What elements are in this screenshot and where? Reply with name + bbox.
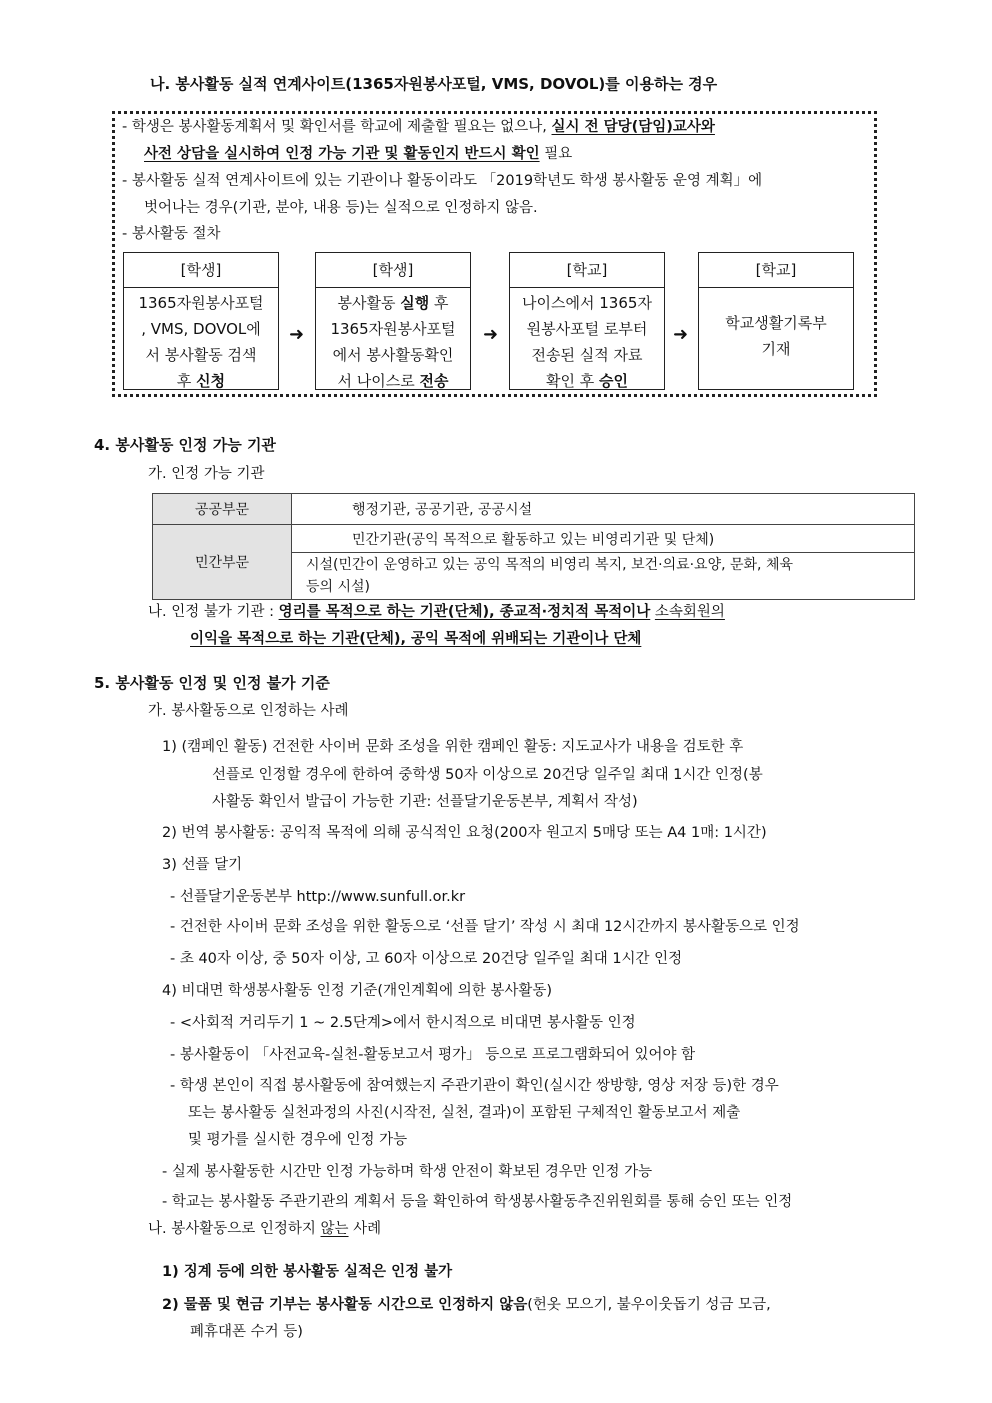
step-line: , VMS, DOVOL에 [141,320,261,338]
list-item: - <사회적 거리두기 1 ~ 2.5단계>에서 한시적으로 비대면 봉사활동 인정 [170,1015,636,1031]
step-line: 봉사활동 실행 후 [337,294,449,312]
box-text: - 학생은 봉사활동계획서 및 확인서를 학교에 제출할 필요는 없으나, [122,119,547,135]
section-title: 나. 봉사활동 실적 연계사이트(1365자원봉사포털, VMS, DOVOL)를 이용하는 경우 [150,75,718,93]
step-header: [학생] [316,253,470,288]
box-line: - 봉사활동 절차 [122,226,221,242]
list-item: - 초 40자 이상, 중 50자 이상, 고 60자 이상으로 20건당 일주일 최대 1시간 인정 [170,951,683,967]
step-line: 확인 후 승인 [546,372,628,390]
step-header: [학교] [510,253,664,288]
box-line: 벗어나는 경우(기관, 분야, 내용 등)는 실적으로 인정하지 않음. [144,200,538,216]
list-item: - 학교는 봉사활동 주관기관의 계획서 등을 확인하여 학생봉사활동추진위원회를 통해 승인 또는 인정 [162,1194,793,1210]
step-line: 나이스에서 1365자 [522,294,652,312]
step-line: 서 나이스로 전송 [337,372,449,390]
list-item: - 실제 봉사활동한 시간만 인정 가능하며 학생 안전이 확보된 경우만 인정 가능 [162,1164,653,1180]
step-line: 에서 봉사활동확인 [332,346,454,364]
box-line [144,142,572,163]
step-line: 원봉사포털 로부터 [526,320,648,338]
section-title: 4. 봉사활동 인정 가능 기관 [94,436,276,454]
arrow-right-icon: ➜ [289,324,305,345]
table-label: 공공부문 [153,494,292,525]
list-item: - 학생 본인이 직접 봉사활동에 참여했는지 주관기관이 확인(실시간 쌍방향, 영상 저장 등)한 경우 [170,1078,779,1094]
subsection-title: 가. 인정 가능 기관 [148,466,265,482]
step-line: 전송된 실적 자료 [531,346,643,364]
list-item-cont: 및 평가를 실시한 경우에 인정 가능 [188,1132,408,1148]
list-item: 나. 인정 불가 기관 : 영리를 목적으로 하는 기관(단체), 종교적·정치적 목적이나 소속회원의 [148,604,725,620]
emphasis-text: 영리를 목적으로 하는 기관(단체), 종교적·정치적 목적이나 [278,604,651,620]
box-line: - 봉사활동 실적 연계사이트에 있는 기관이나 활동이라도 「2019학년도 학생 봉사활동 운영 계획」에 [122,173,763,189]
arrow-right-icon: ➜ [483,324,499,345]
emphasis-text: 소속회원의 [654,604,725,620]
list-item: 1) (캠페인 활동) 건전한 사이버 문화 조성을 위한 캠페인 활동: 지도교사가 내용을 검토한 후 [162,739,744,755]
box-line [122,115,715,136]
list-item-cont: 폐휴대폰 수거 등) [190,1324,303,1340]
table-cell-line: 등의 시설) [306,579,371,595]
box-text: 필요 [544,146,573,162]
list-item-cont: 또는 봉사활동 실천과정의 사진(시작전, 실천, 결과)이 포함된 구체적인 활동보고서 제출 [188,1105,741,1121]
table-cell: 민간기관(공익 목적으로 활동하고 있는 비영리기관 및 단체) [292,525,915,553]
box-emphasis: 사전 상담을 실시하여 인정 가능 기관 및 활동인지 반드시 확인 [144,146,540,162]
list-item: 4) 비대면 학생봉사활동 인정 기준(개인계획에 의한 봉사활동) [162,983,553,999]
list-item-cont: 사활동 확인서 발급이 가능한 기관: 선플달기운동본부, 계획서 작성) [212,794,638,810]
step-line: 서 봉사활동 검색 [145,346,257,364]
step-line: 1365자원봉사포털 [330,320,456,338]
list-item: - 봉사활동이 「사전교육-실천-활동보고서 평가」 등으로 프로그램화되어 있어야 함 [170,1047,696,1063]
procedure-step [315,252,471,390]
subsection-title: 나. 봉사활동으로 인정하지 않는 사례 [148,1221,382,1237]
step-line: 후 신청 [176,372,226,390]
step-header: [학생] [124,253,278,288]
procedure-step [123,252,279,390]
list-item: 2) 번역 봉사활동: 공익적 목적에 의해 공식적인 요청(200자 원고지 5매당 또는 A4 1매: 1시간) [162,825,767,841]
list-item: - 건전한 사이버 문화 조성을 위한 활동으로 ‘선플 달기’ 작성 시 최대 12시간까지 봉사활동으로 인정 [170,919,800,935]
arrow-right-icon: ➜ [673,324,689,345]
list-item-cont: 선플로 인정할 경우에 한하여 중학생 50자 이상으로 20건당 일주일 최대 1시간 인정(봉 [212,767,763,783]
step-line: 기재 [761,340,791,358]
table-row [153,525,915,553]
table-cell: 행정기관, 공공기관, 공공시설 [292,494,915,525]
step-line: 1365자원봉사포털 [138,294,264,312]
table-cell-line: 시설(민간이 운영하고 있는 공익 목적의 비영리 복지, 보건·의료·요양, 문화, 체육 [306,557,794,573]
procedure-step [698,252,854,390]
list-item: - 선플달기운동본부 http://www.sunfull.or.kr [170,889,466,905]
list-item: 1) 징계 등에 의한 봉사활동 실적은 인정 불가 [162,1264,453,1280]
table-label: 민간부문 [153,525,292,600]
table-row [153,494,915,525]
box-emphasis: 실시 전 담당(담임)교사와 [551,119,715,135]
step-line: 학교생활기록부 [725,314,827,332]
list-item-cont: 이익을 목적으로 하는 기관(단체), 공익 목적에 위배되는 기관이나 단체 [190,631,642,647]
table-cell [292,553,915,600]
list-item: 3) 선플 달기 [162,857,243,873]
step-header: [학교] [699,253,853,288]
list-item: 2) 물품 및 현금 기부는 봉사활동 시간으로 인정하지 않음(헌옷 모으기, 불우이웃돕기 성금 모금, [162,1297,771,1313]
institution-table [152,493,915,600]
procedure-step [509,252,665,390]
subsection-title: 가. 봉사활동으로 인정하는 사례 [148,703,349,719]
section-title: 5. 봉사활동 인정 및 인정 불가 기준 [94,674,330,692]
